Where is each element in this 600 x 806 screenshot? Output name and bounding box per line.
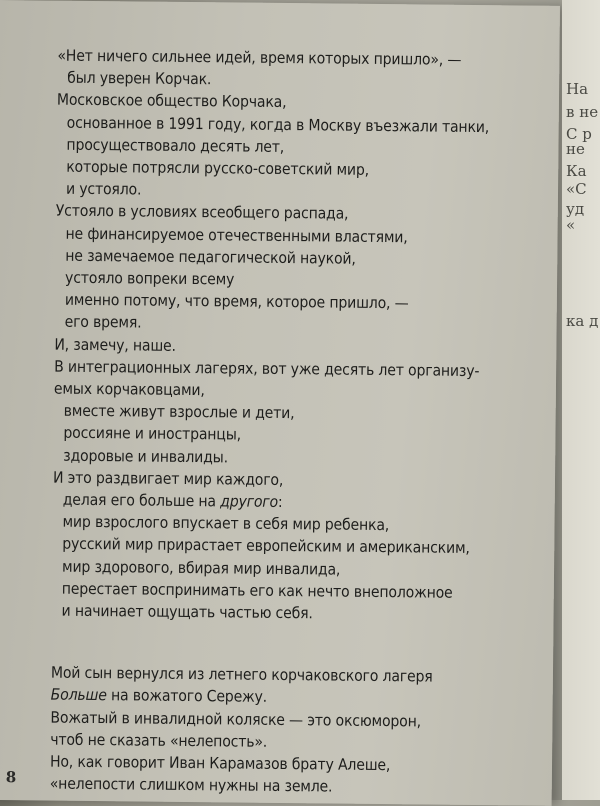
text-fragment: на вожатого Сережу. — [106, 686, 268, 707]
text-line: мир взрослого впускает в себя мир ребенка, — [62, 512, 390, 535]
text-line: Московское общество Корчака, — [56, 91, 287, 112]
text-line: основанное в 1991 году, когда в Москву въезжали танки, — [66, 113, 490, 136]
text-line: русский мир прирастает европейским и американским, — [62, 535, 470, 558]
right-page-fragment: в не — [566, 103, 599, 121]
text-line: просуществовало десять лет, — [66, 135, 285, 156]
text-line: его время. — [64, 313, 142, 332]
text-line: не замечаемое педагогической наукой, — [65, 246, 356, 268]
paragraph-2 — [50, 662, 541, 800]
text-line: «нелепости слишком нужны на земле. — [49, 774, 333, 796]
text-line: устояло вопреки всему — [65, 268, 235, 289]
body-text — [50, 45, 548, 801]
italic-word: Больше — [50, 686, 107, 705]
right-page-edge — [562, 0, 600, 800]
right-page-fragment: уд — [566, 200, 585, 218]
page-number: 8 — [5, 768, 17, 787]
right-page-fragment: не — [566, 140, 585, 158]
text-line: был уверен Корчак. — [67, 68, 212, 89]
right-page-fragment: ка д — [566, 312, 599, 330]
text-fragment: : — [277, 493, 283, 512]
text-line: «Нет ничего сильнее идей, время которых пришло», — — [57, 46, 462, 69]
text-line: и устояло. — [65, 179, 142, 199]
text-line: вместе живут взрослые и дети, — [63, 401, 295, 423]
right-page-fragment: Ка — [566, 162, 587, 180]
italic-word: другого — [220, 492, 279, 512]
text-line: емых корчаковцами, — [53, 379, 205, 400]
right-page-fragment: «С — [566, 180, 587, 198]
text-line: и начинает ощущать частью себя. — [61, 601, 313, 623]
text-line: Вожатый в инвалидной коляске — это оксюморон, — [50, 708, 422, 731]
text-line: которые потрясли русско-советский мир, — [66, 157, 370, 179]
text-fragment: делая его больше на — [62, 490, 221, 511]
text-line: Устояло в условиях всеобщего распада, — [55, 202, 349, 224]
text-line: не финансируемое отечественными властями, — [65, 224, 408, 246]
text-line: чтоб не сказать «нелепость». — [50, 730, 268, 751]
text-line: перестает воспринимать его как нечто внеположное — [61, 579, 453, 602]
text-line: Мой сын вернулся из летнего корчаковского лагеря — [50, 663, 433, 686]
text-line: В интеграционных лагерях, вот уже десять лет организу- — [54, 357, 480, 380]
text-line: россияне и иностранцы, — [63, 424, 242, 444]
right-page-fragment: « — [566, 216, 576, 234]
text-line: И это раздвигает мир каждого, — [52, 468, 284, 489]
right-page-fragment: На — [566, 80, 589, 98]
paragraph-1 — [51, 45, 547, 627]
text-line: Но, как говорит Иван Карамазов брату Алеше, — [49, 752, 391, 775]
text-line: И, замечу, наше. — [54, 335, 176, 355]
right-page-fragment: С р — [566, 125, 592, 143]
text-line: мир здорового, вбирая мир инвалида, — [61, 557, 341, 579]
text-line: именно потому, что время, которое пришло, — — [64, 290, 409, 313]
text-line: здоровые и инвалиды. — [63, 446, 229, 467]
